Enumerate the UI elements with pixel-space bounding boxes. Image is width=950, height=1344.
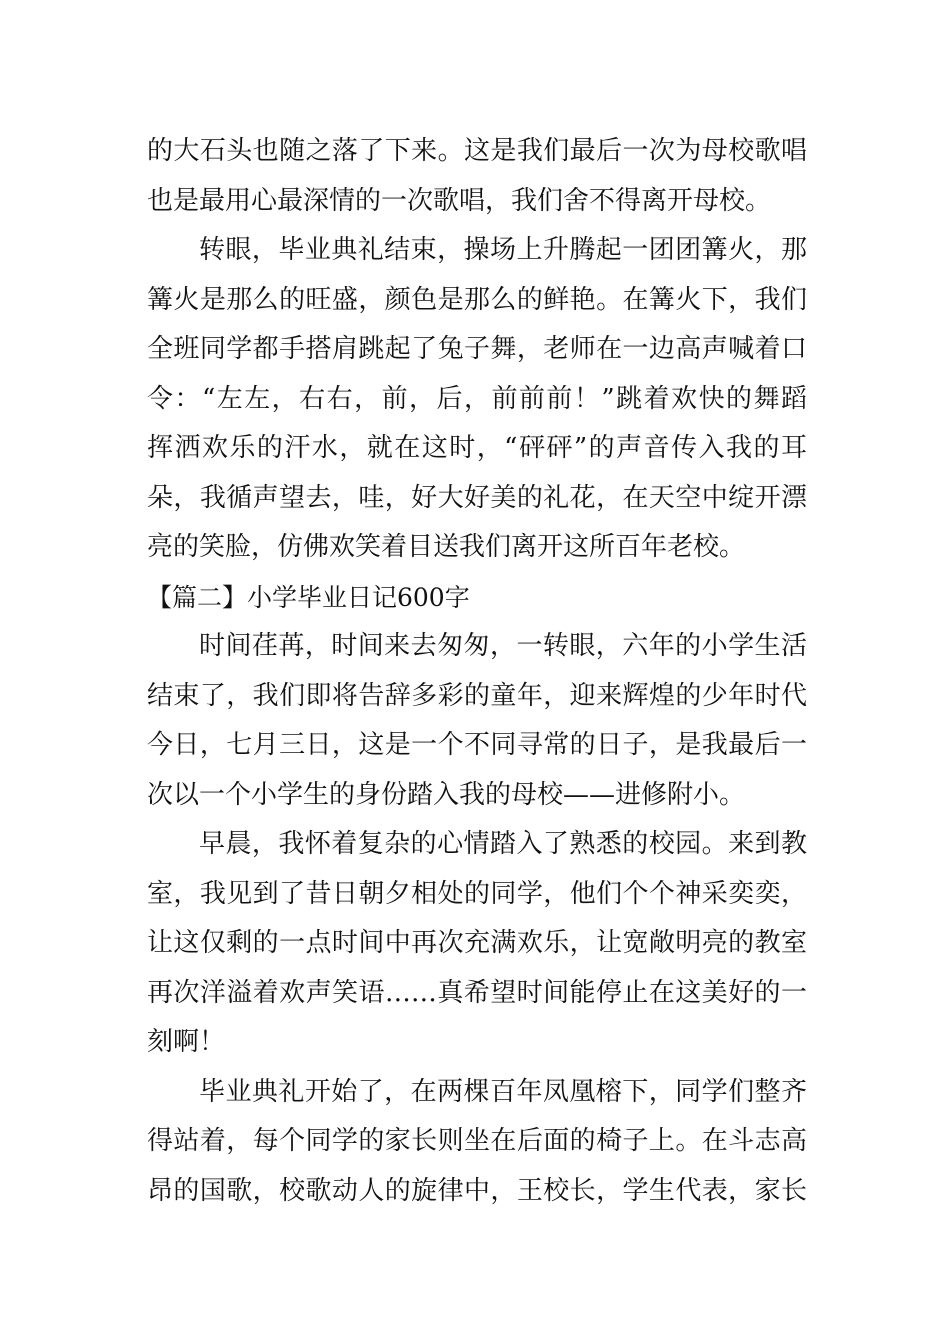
paragraph-line: 毕业典礼开始了，在两棵百年凤凰榕下，同学们整齐 [199,1076,807,1107]
paragraph-line: 早晨，我怀着复杂的心情踏入了熟悉的校园。来到教 [199,829,807,859]
document-body [147,127,807,1216]
paragraph-line: 亮的笑脸，仿佛欢笑着目送我们离开这所百年老校。 [147,532,746,562]
paragraph-line: 室，我见到了昔日朝夕相处的同学，他们个个神采奕奕， [147,878,807,909]
paragraph-line: 次以一个小学生的身份踏入我的母校——进修附小。 [147,779,746,810]
paragraph-line: 得站着，每个同学的家长则坐在后面的椅子上。在斗志高 [147,1126,807,1156]
section-heading: 【篇二】小学毕业日记600字 [147,582,470,612]
paragraph-line: 再次洋溢着欢声笑语……真希望时间能停止在这美好的一 [147,977,807,1008]
paragraph-line: 今日，七月三日，这是一个不同寻常的日子，是我最后一 [147,730,807,760]
paragraph-line: 令：“左左，右右，前，后，前前前！”跳着欢快的舞蹈 [147,383,807,414]
paragraph-line: 也是最用心最深情的一次歌唱，我们舍不得离开母校。 [147,185,772,216]
paragraph-line: 挥洒欢乐的汗水，就在这时，“砰砰”的声音传入我的耳 [147,433,807,463]
paragraph-line: 结束了，我们即将告辞多彩的童年，迎来辉煌的少年时代 [147,680,807,711]
paragraph-line: 刻啊！ [147,1027,226,1057]
paragraph-line: 转眼，毕业典礼结束，操场上升腾起一团团篝火，那 [199,235,807,265]
paragraph-line: 篝火是那么的旺盛，颜色是那么的鲜艳。在篝火下，我们 [147,284,807,315]
paragraph-line: 全班同学都手搭肩跳起了兔子舞，老师在一边高声喊着口 [147,334,807,364]
paragraph-line: 昂的国歌，校歌动人的旋律中，王校长，学生代表，家长 [147,1175,807,1206]
paragraph-line: 的大石头也随之落了下来。这是我们最后一次为母校歌唱 [147,136,807,166]
paragraph-line: 朵，我循声望去，哇，好大好美的礼花，在天空中绽开漂 [147,482,807,513]
paragraph-line: 时间荏苒，时间来去匆匆，一转眼，六年的小学生活 [199,631,807,661]
paragraph-line: 让这仅剩的一点时间中再次充满欢乐，让宽敞明亮的教室 [147,928,807,958]
